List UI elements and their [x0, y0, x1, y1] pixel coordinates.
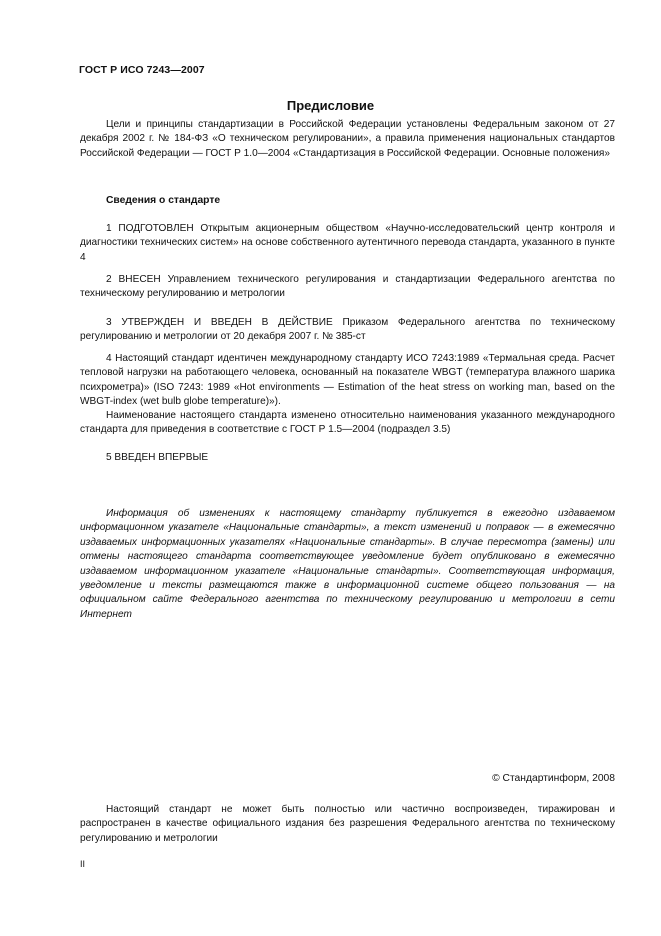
standard-info-item-3: 3 УТВЕРЖДЕН И ВВЕДЕН В ДЕЙСТВИЕ Приказом Федерального агентства по техническому регулированию и метрологии от 20 декабря 2007 г. № 385-ст	[80, 317, 615, 343]
standard-info-item-4: 4 Настоящий стандарт идентичен международному стандарту ИСО 7243:1989 «Термальная среда. Расчет тепловой нагрузки на работающего человека, основанный на показателе WBGT (температура влажного шарика психрометра)» (ISO 7243: 1989 «Hot environments — Estimation of the heat stress on working man, based on the WBGT-index (wet bulb globe temperature)»).	[80, 353, 615, 408]
standard-info-item-5: 5 ВВЕДЕН ВПЕРВЫЕ	[106, 452, 209, 463]
page-number: II	[80, 859, 86, 869]
page-title: Предисловие	[286, 98, 375, 113]
copyright-notice: © Стандартинформ, 2008	[492, 773, 615, 784]
reproduction-notice: Настоящий стандарт не может быть полностью или частично воспроизведен, тиражирован и распространен в качестве официального издания без разрешения Федерального агентства по техническому регулированию и метрологии	[80, 804, 615, 844]
document-code-header: ГОСТ Р ИСО 7243—2007	[79, 64, 205, 76]
changes-info-paragraph: Информация об изменениях к настоящему стандарту публикуется в ежегодно издаваемом информационном указателе «Национальные стандарты», а текст изменений и поправок — в ежемесячно издаваемых информационных указателях «Национальные стандарты». В случае пересмотра (замены) или отмены настоящего стандарта соответствующее уведомление будет опубликовано в ежемесячно издаваемом информационном указателе «Национальные стандарты». Соответствующая информация, уведомление и тексты размещаются также в информационной системе общего пользования — на официальном сайте Федерального агентства по техническому регулированию и метрологии в сети Интернет	[80, 508, 615, 620]
standard-info-item-2: 2 ВНЕСЕН Управлением технического регулирования и стандартизации Федерального агентства по техническому регулированию и метрологии	[80, 274, 615, 300]
standard-info-item-4-note: Наименование настоящего стандарта изменено относительно наименования указанного международного стандарта для приведения в соответствие с ГОСТ Р 1.5—2004 (подраздел 3.5)	[80, 410, 615, 436]
intro-paragraph: Цели и принципы стандартизации в Российской Федерации установлены Федеральным законом от 27 декабря 2002 г. № 184-ФЗ «О техническом регулировании», а правила применения национальных стандартов Российской Федерации — ГОСТ Р 1.0—2004 «Стандартизация в Российской Федерации. Основные положения»	[80, 119, 615, 159]
standard-info-item-1: 1 ПОДГОТОВЛЕН Открытым акционерным обществом «Научно-исследовательский центр контроля и диагностики технических систем» на основе собственного аутентичного перевода стандарта, указанного в пункте 4	[80, 223, 615, 263]
standard-info-heading: Сведения о стандарте	[106, 195, 221, 206]
